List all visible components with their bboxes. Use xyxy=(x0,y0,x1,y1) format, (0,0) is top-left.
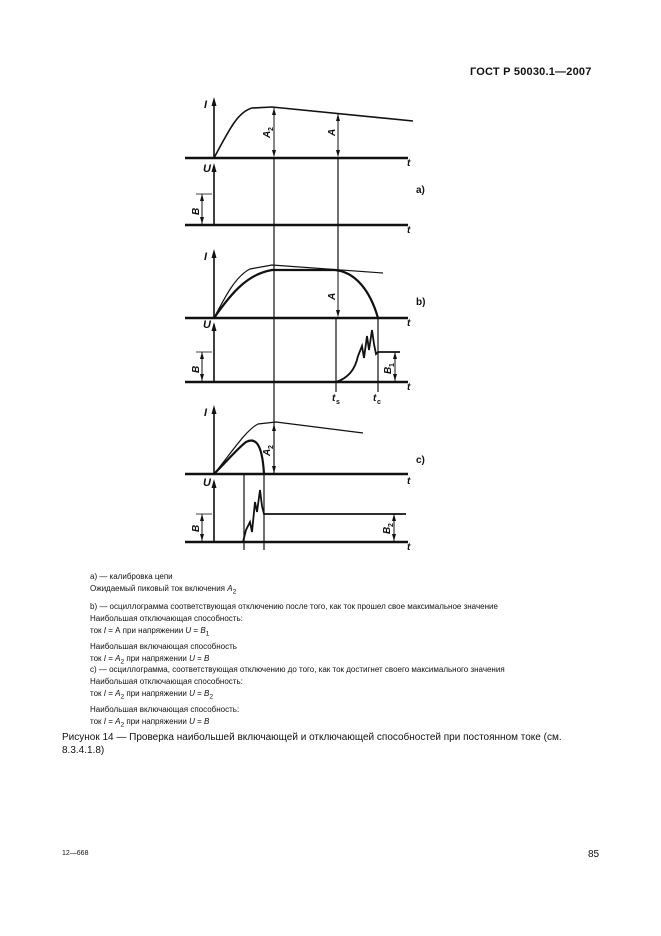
label-tc: t xyxy=(373,393,377,404)
label-b-c: B xyxy=(191,524,202,532)
label-u-a: U xyxy=(203,163,211,175)
panel-label-b: b) xyxy=(416,297,426,308)
legend-a-line1: а) — калибровка цепи xyxy=(90,572,173,581)
legend-b-line1: b) — осциллограмма соответствующая отключению после того, как ток прошел свое максимальное значение xyxy=(90,602,498,611)
legend-b xyxy=(90,601,498,668)
label-t-c1: t xyxy=(407,476,411,487)
label-a2-a-sub: 2 xyxy=(268,127,275,131)
label-i-b: I xyxy=(204,251,208,263)
prospective-curve-b xyxy=(214,265,383,318)
legend-c-line4: Наибольшая включающая способность: xyxy=(90,704,240,714)
label-a2-a: A xyxy=(262,130,273,138)
label-i-a: I xyxy=(204,99,208,111)
footer-print-code: 12—668 xyxy=(62,850,89,857)
label-a-b: A xyxy=(327,292,338,300)
legend-a xyxy=(90,571,236,599)
current-curve-c xyxy=(214,441,264,474)
label-b-a: B xyxy=(191,207,202,215)
label-a-a: A xyxy=(327,128,338,136)
legend-c xyxy=(90,664,505,731)
legend-b-line4: Наибольшая включающая способность xyxy=(90,641,237,651)
figure-caption: Рисунок 14 — Проверка наибольшей включающей и отключающей способностей при постоянном токе (см. 8.3.4.1.8) xyxy=(62,732,562,756)
legend-b-line5: ток $I = A_2$ при напряжении U = B xyxy=(90,653,210,666)
panel-label-a: a) xyxy=(416,185,425,196)
legend-c-line3: ток $I = A_2$ при напряжении $U = B_2$ xyxy=(90,689,214,701)
label-u-b: U xyxy=(203,319,211,331)
label-b1: B xyxy=(383,366,394,374)
label-a2-c-sub: 2 xyxy=(268,445,275,449)
label-tc-sub: c xyxy=(377,399,381,406)
legend-a-line2: Ожидаемый пиковый ток включения $A_2$ xyxy=(90,584,237,596)
label-t-b2: t xyxy=(407,382,411,393)
label-ts: t xyxy=(332,393,336,404)
standard-header: ГОСТ Р 50030.1—2007 xyxy=(470,66,592,78)
page-number: 85 xyxy=(588,849,600,860)
label-t-c2: t xyxy=(407,542,411,553)
label-t-b1: t xyxy=(407,318,411,329)
legend-c-line5: ток $I = A_2$ при напряжении U = B xyxy=(90,716,210,729)
label-a2-c: A xyxy=(262,448,273,456)
legend-b-line2: Наибольшая отключающая способность: xyxy=(90,614,243,623)
label-t-a2: t xyxy=(407,225,411,236)
label-t-a1: t xyxy=(407,158,411,169)
legend-c-line1: с) — осциллограмма, соответствующая отключению до того, как ток достигнет своего максимального значения xyxy=(90,665,505,674)
legend-b-line3: ток I = А при напряжении $U = B_1$ xyxy=(90,626,210,638)
prospective-curve-c xyxy=(214,422,363,474)
current-curve-a xyxy=(214,107,413,158)
label-b-b: B xyxy=(191,365,202,373)
panel-label-c: c) xyxy=(416,455,425,466)
label-b1-sub: 1 xyxy=(389,363,396,367)
label-b2: B xyxy=(382,526,393,534)
arc-voltage-trace-c xyxy=(214,490,406,542)
label-u-c: U xyxy=(203,477,211,489)
legend-c-line2: Наибольшая отключающая способность: xyxy=(90,677,243,686)
label-i-c: I xyxy=(204,407,208,419)
label-ts-sub: s xyxy=(336,399,340,406)
label-b2-sub: 2 xyxy=(388,523,395,527)
